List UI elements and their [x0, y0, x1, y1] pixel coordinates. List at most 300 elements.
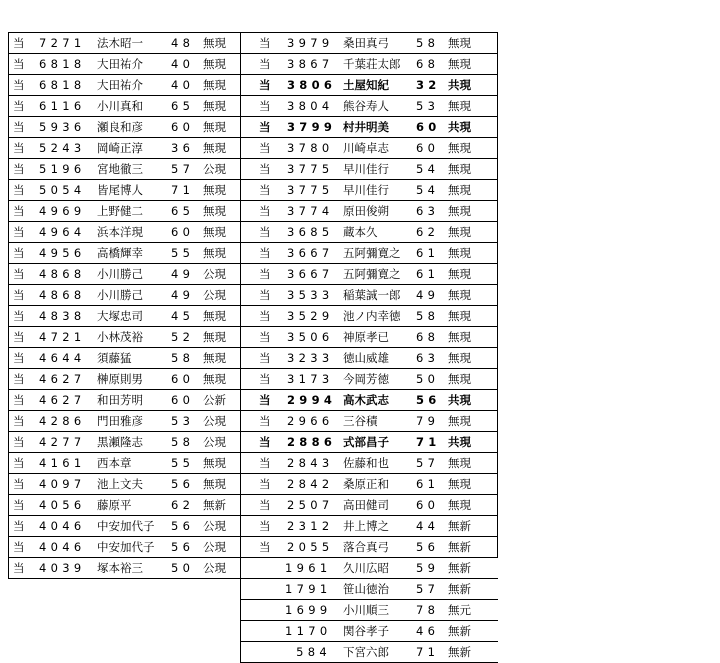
- vote-count: 4039: [39, 561, 86, 575]
- party-status: 無現: [203, 204, 226, 218]
- table-row: [8, 243, 240, 264]
- candidate-name: 熊谷寿人: [343, 99, 389, 113]
- party-status: 無現: [448, 372, 471, 386]
- candidate-age: 59: [416, 561, 440, 575]
- party-status: 無現: [448, 414, 471, 428]
- party-status: 無現: [203, 246, 226, 260]
- elected-mark: 当: [259, 477, 271, 491]
- elected-mark: 当: [13, 162, 25, 176]
- vote-count: 3667: [287, 246, 334, 260]
- elected-mark: 当: [259, 99, 271, 113]
- vote-count: 3529: [287, 309, 334, 323]
- vote-count: 2055: [287, 540, 334, 554]
- vote-count: 3799: [287, 120, 337, 134]
- table-row: [8, 327, 240, 348]
- table-row: [240, 516, 498, 537]
- candidate-name: 塚本裕三: [97, 561, 143, 575]
- table-row: [240, 75, 498, 96]
- party-status: 無現: [448, 330, 471, 344]
- vote-count: 2994: [287, 393, 337, 407]
- candidate-age: 60: [416, 141, 440, 155]
- elected-mark: 当: [259, 78, 271, 92]
- party-status: 無現: [448, 99, 471, 113]
- candidate-name: 門田雅彦: [97, 414, 143, 428]
- vote-count: 3806: [287, 78, 337, 92]
- elected-mark: 当: [13, 351, 25, 365]
- vote-count: 4644: [39, 351, 86, 365]
- candidate-age: 56: [416, 540, 440, 554]
- elected-mark: 当: [13, 309, 25, 323]
- table-row: [240, 117, 498, 138]
- elected-mark: 当: [13, 561, 25, 575]
- candidate-name: 法木昭一: [97, 36, 143, 50]
- table-row: [240, 453, 498, 474]
- party-status: 無現: [448, 351, 471, 365]
- elected-mark: 当: [13, 246, 25, 260]
- party-status: 無現: [448, 267, 471, 281]
- candidate-name: 高木武志: [343, 393, 389, 407]
- elected-mark: 当: [13, 540, 25, 554]
- vote-count: 3775: [287, 162, 334, 176]
- party-status: 無現: [203, 477, 226, 491]
- elected-mark: 当: [259, 162, 271, 176]
- candidate-name: 岡崎正淳: [97, 141, 143, 155]
- vote-count: 3804: [287, 99, 334, 113]
- elected-mark: 当: [259, 288, 271, 302]
- candidate-age: 55: [171, 456, 195, 470]
- table-row: [8, 516, 240, 537]
- table-row: [240, 96, 498, 117]
- elected-mark: 当: [259, 204, 271, 218]
- party-status: 無現: [203, 372, 226, 386]
- table-row: [240, 33, 498, 54]
- candidate-name: 須藤猛: [97, 351, 132, 365]
- vote-count: 7271: [39, 36, 86, 50]
- vote-count: 5243: [39, 141, 86, 155]
- vote-count: 4721: [39, 330, 86, 344]
- vote-count: 4627: [39, 372, 86, 386]
- candidate-age: 54: [416, 162, 440, 176]
- candidate-age: 68: [416, 330, 440, 344]
- elected-mark: 当: [259, 540, 271, 554]
- candidate-age: 78: [416, 603, 440, 617]
- candidate-name: 関谷孝子: [343, 624, 389, 638]
- elected-mark: 当: [259, 225, 271, 239]
- candidate-name: 池ノ内幸徳: [343, 309, 401, 323]
- candidate-name: 三谷積: [343, 414, 378, 428]
- vote-count: 3667: [287, 267, 334, 281]
- table-row: [8, 201, 240, 222]
- party-status: 公現: [203, 519, 226, 533]
- table-row: [8, 222, 240, 243]
- candidate-age: 61: [416, 246, 440, 260]
- elected-mark: 当: [13, 267, 25, 281]
- candidate-name: 小川真和: [97, 99, 143, 113]
- party-status: 無現: [203, 99, 226, 113]
- table-row: [8, 390, 240, 411]
- elected-mark: 当: [259, 393, 271, 407]
- table-row: [8, 348, 240, 369]
- elected-mark: 当: [259, 141, 271, 155]
- table-row: [240, 327, 498, 348]
- party-status: 公現: [203, 561, 226, 575]
- candidate-name: 池上文夫: [97, 477, 143, 491]
- vote-count: 6818: [39, 78, 86, 92]
- table-row: [240, 621, 498, 642]
- party-status: 無現: [203, 120, 226, 134]
- candidate-age: 53: [171, 414, 195, 428]
- table-row: [240, 600, 498, 621]
- elected-mark: 当: [259, 351, 271, 365]
- vote-count: 3774: [287, 204, 334, 218]
- candidate-age: 55: [171, 246, 195, 260]
- candidate-age: 57: [416, 582, 440, 596]
- candidate-age: 58: [416, 309, 440, 323]
- elected-mark: 当: [259, 435, 271, 449]
- party-status: 無新: [448, 561, 471, 575]
- vote-count: 4838: [39, 309, 86, 323]
- candidate-age: 58: [171, 351, 195, 365]
- party-status: 無新: [448, 582, 471, 596]
- elected-mark: 当: [13, 141, 25, 155]
- candidate-age: 44: [416, 519, 440, 533]
- table-row: [8, 96, 240, 117]
- candidate-name: 今岡芳徳: [343, 372, 389, 386]
- table-row: [8, 75, 240, 96]
- candidate-age: 65: [171, 99, 195, 113]
- party-status: 無現: [203, 57, 226, 71]
- table-row: [240, 348, 498, 369]
- party-status: 共現: [448, 120, 471, 134]
- party-status: 無現: [203, 141, 226, 155]
- candidate-age: 48: [171, 36, 195, 50]
- elected-mark: 当: [13, 435, 25, 449]
- vote-count: 4277: [39, 435, 86, 449]
- vote-count: 2842: [287, 477, 334, 491]
- party-status: 無現: [448, 477, 471, 491]
- elected-mark: 当: [13, 183, 25, 197]
- results-table-right: [240, 33, 498, 663]
- candidate-age: 79: [416, 414, 440, 428]
- table-row: [240, 159, 498, 180]
- elected-mark: 当: [13, 330, 25, 344]
- candidate-age: 50: [416, 372, 440, 386]
- party-status: 共現: [448, 393, 471, 407]
- party-status: 無現: [203, 225, 226, 239]
- party-status: 無現: [203, 78, 226, 92]
- candidate-name: 大田祐介: [97, 57, 143, 71]
- candidate-age: 32: [416, 78, 441, 92]
- table-row: [240, 495, 498, 516]
- table-row: [8, 159, 240, 180]
- candidate-age: 40: [171, 57, 195, 71]
- candidate-name: 藤原平: [97, 498, 132, 512]
- table-row: [8, 306, 240, 327]
- table-row: [8, 411, 240, 432]
- party-status: 公現: [203, 435, 226, 449]
- vote-count: 3533: [287, 288, 334, 302]
- candidate-age: 58: [416, 36, 440, 50]
- candidate-age: 49: [416, 288, 440, 302]
- party-status: 公現: [203, 267, 226, 281]
- party-status: 無現: [203, 36, 226, 50]
- candidate-name: 佐藤和也: [343, 456, 389, 470]
- elected-mark: 当: [13, 414, 25, 428]
- candidate-name: 五阿彌寛之: [343, 246, 401, 260]
- table-row: [240, 180, 498, 201]
- candidate-age: 57: [416, 456, 440, 470]
- table-row: [8, 432, 240, 453]
- elected-mark: 当: [13, 456, 25, 470]
- candidate-name: 蔵本久: [343, 225, 378, 239]
- table-row: [8, 474, 240, 495]
- candidate-age: 68: [416, 57, 440, 71]
- table-row: [240, 222, 498, 243]
- candidate-age: 58: [171, 435, 195, 449]
- table-row: [240, 54, 498, 75]
- party-status: 無現: [203, 351, 226, 365]
- vote-count: 2507: [287, 498, 334, 512]
- vote-count: 2886: [287, 435, 337, 449]
- candidate-name: 高田健司: [343, 498, 389, 512]
- elected-mark: 当: [13, 519, 25, 533]
- candidate-name: 神原孝已: [343, 330, 389, 344]
- table-row: [8, 117, 240, 138]
- party-status: 無新: [448, 624, 471, 638]
- candidate-name: 千葉荘太郎: [343, 57, 401, 71]
- party-status: 無現: [448, 225, 471, 239]
- candidate-age: 63: [416, 351, 440, 365]
- candidate-age: 62: [171, 498, 195, 512]
- vote-count: 3867: [287, 57, 334, 71]
- candidate-name: 小川順三: [343, 603, 389, 617]
- elected-mark: 当: [259, 519, 271, 533]
- candidate-name: 早川佳行: [343, 183, 389, 197]
- candidate-name: 和田芳明: [97, 393, 143, 407]
- elected-mark: 当: [13, 225, 25, 239]
- party-status: 無新: [448, 645, 471, 659]
- table-row: [8, 495, 240, 516]
- candidate-age: 63: [416, 204, 440, 218]
- candidate-age: 71: [416, 645, 440, 659]
- vote-count: 2843: [287, 456, 334, 470]
- vote-count: 3173: [287, 372, 334, 386]
- table-row: [240, 264, 498, 285]
- candidate-age: 61: [416, 267, 440, 281]
- candidate-age: 54: [416, 183, 440, 197]
- candidate-age: 61: [416, 477, 440, 491]
- candidate-name: 土屋知紀: [343, 78, 389, 92]
- candidate-age: 56: [171, 519, 195, 533]
- party-status: 公現: [203, 414, 226, 428]
- vote-count: 3685: [287, 225, 334, 239]
- table-row: [8, 33, 240, 54]
- elected-mark: 当: [13, 393, 25, 407]
- candidate-name: 瀬良和彦: [97, 120, 143, 134]
- elected-mark: 当: [13, 372, 25, 386]
- party-status: 無新: [448, 519, 471, 533]
- candidate-name: 榊原則男: [97, 372, 143, 386]
- party-status: 無元: [448, 603, 471, 617]
- candidate-age: 71: [416, 435, 441, 449]
- vote-count: 4046: [39, 519, 86, 533]
- elected-mark: 当: [259, 183, 271, 197]
- candidate-age: 56: [171, 477, 195, 491]
- candidate-age: 60: [171, 225, 195, 239]
- candidate-age: 52: [171, 330, 195, 344]
- candidate-name: 徳山威雄: [343, 351, 389, 365]
- candidate-name: 黒瀬隆志: [97, 435, 143, 449]
- elected-mark: 当: [259, 36, 271, 50]
- party-status: 公現: [203, 162, 226, 176]
- candidate-age: 60: [416, 498, 440, 512]
- table-row: [8, 453, 240, 474]
- party-status: 無現: [448, 246, 471, 260]
- party-status: 無現: [448, 498, 471, 512]
- candidate-name: 原田俊朔: [343, 204, 389, 218]
- table-row: [8, 285, 240, 306]
- party-status: 無現: [448, 204, 471, 218]
- candidate-age: 60: [171, 120, 195, 134]
- vote-count: 5936: [39, 120, 86, 134]
- elected-mark: 当: [13, 204, 25, 218]
- candidate-name: 大田祐介: [97, 78, 143, 92]
- candidate-name: 笹山徳治: [343, 582, 389, 596]
- table-row: [240, 390, 498, 411]
- candidate-name: 落合真弓: [343, 540, 389, 554]
- table-row: [8, 537, 240, 558]
- vote-count: 3233: [287, 351, 334, 365]
- party-status: 公現: [203, 540, 226, 554]
- party-status: 無現: [448, 309, 471, 323]
- vote-count: 4969: [39, 204, 86, 218]
- party-status: 共現: [448, 78, 471, 92]
- candidate-age: 53: [416, 99, 440, 113]
- vote-count: 4056: [39, 498, 86, 512]
- vote-count: 4286: [39, 414, 86, 428]
- elected-mark: 当: [259, 372, 271, 386]
- candidate-name: 桑原正和: [343, 477, 389, 491]
- candidate-name: 井上博之: [343, 519, 389, 533]
- vote-count: 4161: [39, 456, 86, 470]
- candidate-name: 下宮六郎: [343, 645, 389, 659]
- table-row: [240, 558, 498, 579]
- table-row: [240, 432, 498, 453]
- vote-count: 3979: [287, 36, 334, 50]
- candidate-age: 56: [171, 540, 195, 554]
- elected-mark: 当: [259, 498, 271, 512]
- candidate-name: 式部昌子: [343, 435, 389, 449]
- party-status: 無新: [203, 498, 226, 512]
- party-status: 公新: [203, 393, 226, 407]
- candidate-name: 小林茂裕: [97, 330, 143, 344]
- table-row: [240, 369, 498, 390]
- party-status: 無現: [448, 36, 471, 50]
- table-row: [8, 138, 240, 159]
- vote-count: 584: [296, 645, 331, 659]
- elected-mark: 当: [259, 120, 271, 134]
- candidate-age: 71: [171, 183, 195, 197]
- candidate-name: 中安加代子: [97, 540, 155, 554]
- elected-mark: 当: [13, 288, 25, 302]
- elected-mark: 当: [259, 456, 271, 470]
- candidate-age: 60: [416, 120, 441, 134]
- elected-mark: 当: [13, 57, 25, 71]
- table-row: [240, 138, 498, 159]
- party-status: 無現: [448, 456, 471, 470]
- candidate-name: 小川勝己: [97, 267, 143, 281]
- table-row: [240, 579, 498, 600]
- table-row: [240, 537, 498, 558]
- table-row: [8, 264, 240, 285]
- elected-mark: 当: [259, 309, 271, 323]
- elected-mark: 当: [13, 120, 25, 134]
- party-status: 無現: [203, 456, 226, 470]
- table-row: [240, 201, 498, 222]
- elected-mark: 当: [259, 267, 271, 281]
- candidate-name: 皆尾博人: [97, 183, 143, 197]
- table-row: [240, 285, 498, 306]
- party-status: 無現: [203, 330, 226, 344]
- vote-count: 2966: [287, 414, 334, 428]
- candidate-name: 五阿彌寛之: [343, 267, 401, 281]
- vote-count: 3506: [287, 330, 334, 344]
- candidate-name: 西本章: [97, 456, 132, 470]
- candidate-name: 早川佳行: [343, 162, 389, 176]
- candidate-age: 50: [171, 561, 195, 575]
- vote-count: 4627: [39, 393, 86, 407]
- party-status: 無現: [448, 57, 471, 71]
- party-status: 無新: [448, 540, 471, 554]
- candidate-age: 49: [171, 288, 195, 302]
- table-row: [240, 411, 498, 432]
- vote-count: 2312: [287, 519, 334, 533]
- candidate-age: 60: [171, 393, 195, 407]
- candidate-name: 上野健二: [97, 204, 143, 218]
- vote-count: 6818: [39, 57, 86, 71]
- candidate-age: 60: [171, 372, 195, 386]
- candidate-age: 40: [171, 78, 195, 92]
- party-status: 無現: [448, 183, 471, 197]
- table-row: [240, 306, 498, 327]
- candidate-name: 中安加代子: [97, 519, 155, 533]
- elected-mark: 当: [13, 78, 25, 92]
- elected-mark: 当: [13, 99, 25, 113]
- elected-mark: 当: [259, 414, 271, 428]
- vote-count: 4097: [39, 477, 86, 491]
- table-row: [240, 243, 498, 264]
- vote-count: 4868: [39, 267, 86, 281]
- party-status: 共現: [448, 435, 471, 449]
- table-row: [8, 369, 240, 390]
- candidate-age: 46: [416, 624, 440, 638]
- vote-count: 5054: [39, 183, 86, 197]
- candidate-age: 36: [171, 141, 195, 155]
- party-status: 無現: [203, 183, 226, 197]
- vote-count: 1170: [285, 624, 332, 638]
- candidate-name: 稲葉誠一郎: [343, 288, 401, 302]
- vote-count: 5196: [39, 162, 86, 176]
- vote-count: 1699: [285, 603, 332, 617]
- vote-count: 3780: [287, 141, 334, 155]
- vote-count: 4956: [39, 246, 86, 260]
- candidate-age: 56: [416, 393, 441, 407]
- candidate-name: 川崎卓志: [343, 141, 389, 155]
- party-status: 無現: [203, 309, 226, 323]
- party-status: 無現: [448, 162, 471, 176]
- candidate-name: 村井明美: [343, 120, 389, 134]
- table-row: [240, 474, 498, 495]
